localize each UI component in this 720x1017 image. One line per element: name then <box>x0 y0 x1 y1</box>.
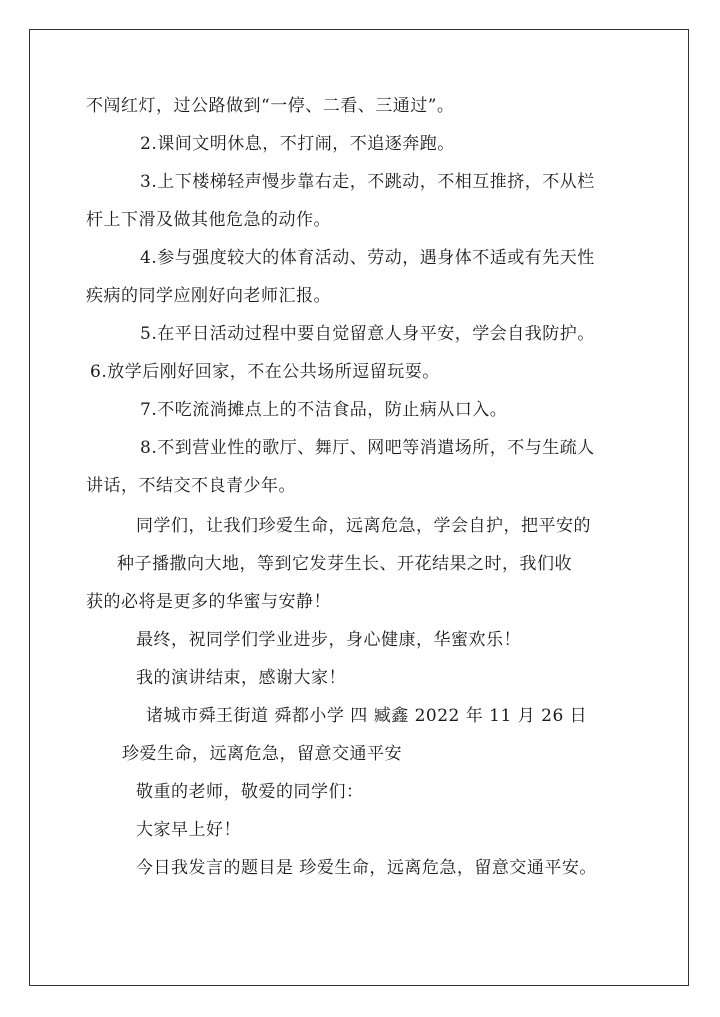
text-line-signature: 诸城市舜王街道 舜都小学 四 臧鑫 2022 年 11 月 26 日 <box>146 706 588 726</box>
text-line-greeting: 大家早上好！ <box>136 820 241 840</box>
text-line-rule-3-cont: 杆上下滑及做其他危急的动作。 <box>86 210 331 230</box>
text-line-rule-2: 2.课间文明休息，不打闹，不追逐奔跑。 <box>140 134 455 154</box>
text-line-rule-5: 5.在平日活动过程中要自觉留意人身平安，学会自我防护。 <box>140 324 595 344</box>
text-line-rule-3: 3.上下楼梯轻声慢步靠右走，不跳动，不相互推挤，不从栏 <box>140 172 595 192</box>
text-line-rule-4-cont: 疾病的同学应刚好向老师汇报。 <box>86 286 331 306</box>
text-line-rule-8-cont: 讲话，不结交不良青少年。 <box>86 476 296 496</box>
text-line-salutation: 敬重的老师，敬爱的同学们： <box>136 782 364 802</box>
text-line-rule-7: 7.不吃流淌摊点上的不洁食品，防止病从口入。 <box>140 400 508 420</box>
text-line-rule-8: 8.不到营业性的歌厅、舞厅、网吧等消遣场所，不与生疏人 <box>140 438 595 458</box>
text-line-closing-3: 获的必将是更多的华蜜与安静！ <box>86 592 331 612</box>
text-line-closing-1: 同学们，让我们珍爱生命，远离危急，学会自护，把平安的 <box>136 516 591 536</box>
text-line-rule-4: 4.参与强度较大的体育活动、劳动，遇身体不适或有先天性 <box>140 248 595 268</box>
text-line-topic: 今日我发言的题目是 珍爱生命，远离危急，留意交通平安。 <box>136 858 597 878</box>
text-line-speech-end: 我的演讲结束，感谢大家！ <box>136 668 346 688</box>
text-line-rule-6: 6.放学后刚好回家，不在公共场所逗留玩耍。 <box>90 362 440 382</box>
text-line-closing-2: 种子播撒向大地，等到它发芽生长、开花结果之时，我们收 <box>117 554 572 574</box>
text-line-crosswalk-rule: 不闯红灯，过公路做到“一停、二看、三通过”。 <box>86 96 455 116</box>
text-line-second-title: 珍爱生命，远离危急，留意交通平安 <box>122 744 402 764</box>
text-line-wishes: 最终，祝同学们学业进步，身心健康，华蜜欢乐！ <box>136 630 521 650</box>
